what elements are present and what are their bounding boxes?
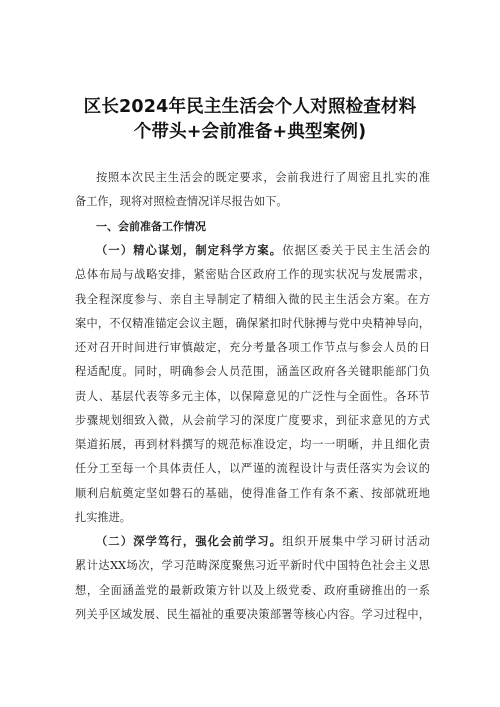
item1-line: 案中，不仅精准锚定会议主题，确保紧扣时代脉搏与党中央精神导向， xyxy=(75,317,430,330)
item1-line: 渠道拓展，再到材料撰写的规范标准设定，均一一明晰，并且细化责 xyxy=(75,438,430,451)
item1-lead: （一）精心谋划，制定科学方案。 xyxy=(96,244,283,257)
item2-first-rest: 组织开展集中学习研讨活动 xyxy=(282,535,430,548)
document-title-line-1: 区长2024年民主生活会个人对照检查材料 xyxy=(83,97,417,117)
item2-line: 累计达XX场次，学习范畴深度聚焦习近平新时代中国特色社会主义思 xyxy=(75,559,430,572)
item1-line: 我全程深度参与、亲自主导制定了精细入微的民主生活会方案。在方 xyxy=(75,293,430,306)
item1-line: 扎实推进。 xyxy=(75,511,131,524)
item1-line: 还对召开时间进行审慎敲定，充分考量各项工作节点与参会人员的日 xyxy=(75,341,430,354)
item2-line: 列关乎区域发展、民生福祉的重要决策部署等核心内容。学习过程中， xyxy=(75,608,430,621)
item1-line: 程适配度。同时，明确参会人员范围，涵盖区政府各关键职能部门负 xyxy=(75,365,430,378)
intro-line-1: 按照本次民主生活会的既定要求，会前我进行了周密且扎实的准 xyxy=(96,171,430,184)
item1-line: 顺利启航奠定坚如磐石的基础，使得准备工作有条不紊、按部就班地 xyxy=(75,487,430,500)
section-heading: 一、会前准备工作情况 xyxy=(96,220,206,233)
item1-line: 总体布局与战略安排，紧密贴合区政府工作的现实状况与发展需求， xyxy=(75,268,430,281)
item2-lead: （二）深学笃行，强化会前学习。 xyxy=(96,535,283,548)
item2-first-line xyxy=(96,534,430,550)
item1-line: 任分工至每一个具体责任人，以严谨的流程设计与责任落实为会议的 xyxy=(75,462,430,475)
item1-line: 步骤规划细致入微，从会前学习的深度广度要求，到征求意见的方式 xyxy=(75,414,430,427)
item1-line: 责人、基层代表等多元主体，以保障意见的广泛性与全面性。各环节 xyxy=(75,390,430,403)
item2-line: 想，全面涵盖党的最新政策方针以及上级党委、政府重磅推出的一系 xyxy=(75,584,430,597)
intro-line-2: 备工作，现将对照检查情况详尽报告如下。 xyxy=(75,195,288,208)
item1-first-line xyxy=(96,243,430,259)
item1-first-rest: 依据区委关于民主生活会的 xyxy=(282,244,430,257)
document-title-line-2: 个带头+会前准备+典型案例) xyxy=(133,122,367,142)
